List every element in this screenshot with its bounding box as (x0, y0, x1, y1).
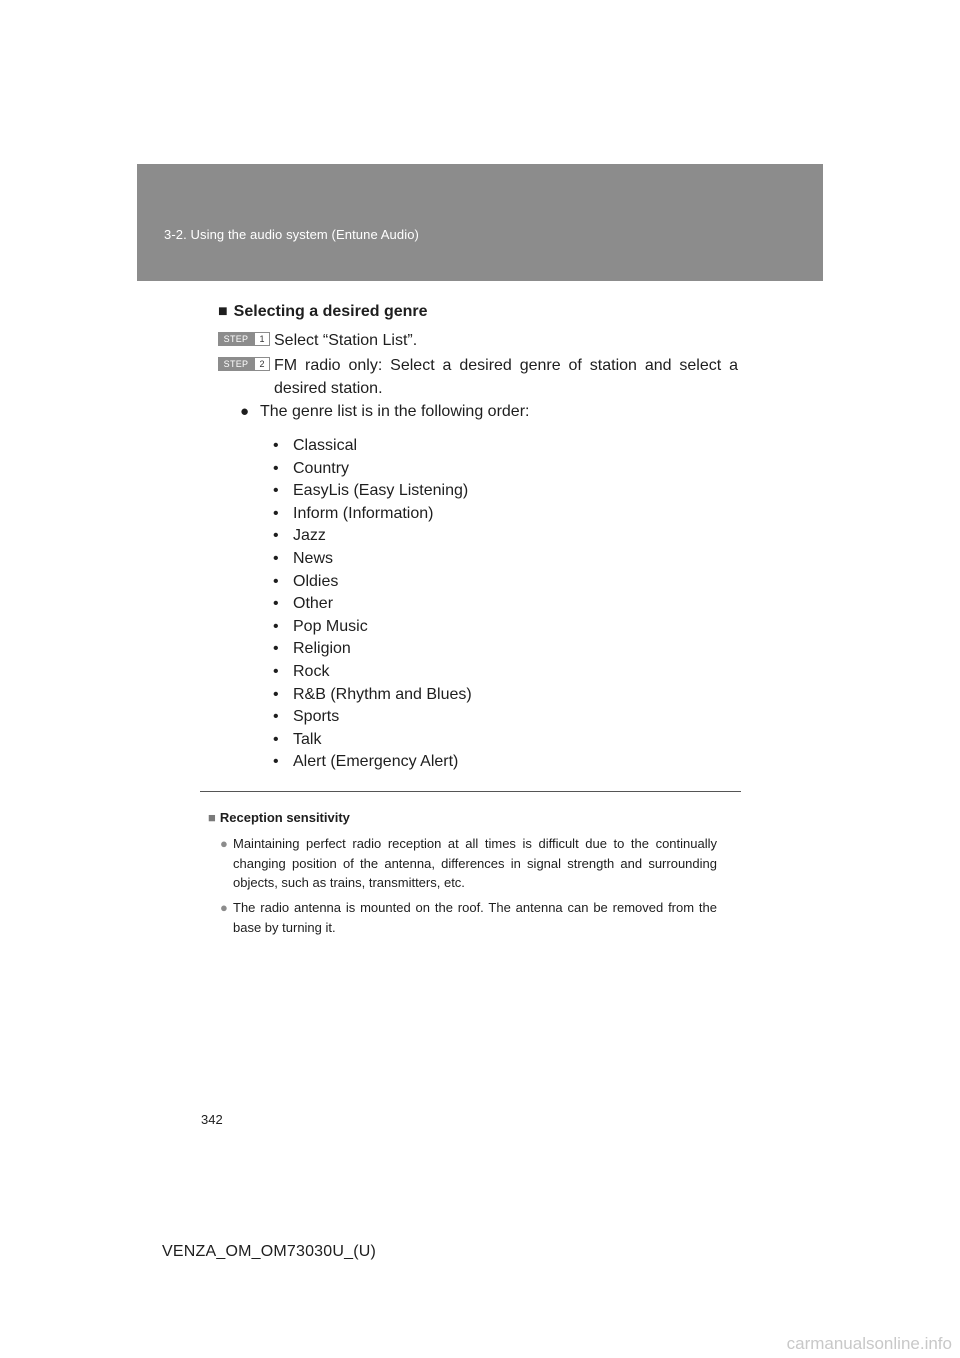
step-label: STEP (218, 332, 254, 346)
genre-item: • Pop Music (273, 617, 368, 635)
section-title-text: Selecting a desired genre (233, 303, 428, 320)
divider (200, 791, 741, 792)
round-bullet-icon: ● (240, 403, 250, 420)
step-badge (218, 332, 270, 346)
breadcrumb: 3-2. Using the audio system (Entune Audio) (164, 227, 419, 242)
step-badge (218, 357, 270, 371)
step-number: 2 (254, 357, 270, 371)
genre-list (273, 435, 472, 774)
square-bullet-icon: ■ (208, 810, 216, 825)
document-code: VENZA_OM_OM73030U_(U) (162, 1243, 377, 1260)
section-title (218, 303, 428, 321)
note-text: The radio antenna is mounted on the roof. The antenna can be removed from the base by turning it. (233, 900, 717, 935)
genre-item: • Religion (273, 640, 351, 658)
genre-item: • R&B (Rhythm and Blues) (273, 685, 472, 703)
genre-item: • Other (273, 595, 334, 613)
note-title (208, 810, 350, 825)
note-text: Maintaining perfect radio reception at all times is difficult due to the continually changing position of the antenna, differences in signal strength and surrounding objects, such as trains, transmitters, etc. (233, 836, 717, 890)
genre-order-text: The genre list is in the following order: (260, 403, 530, 420)
genre-item: • Inform (Information) (273, 504, 434, 522)
genre-item: • Talk (273, 730, 322, 748)
page-number: 342 (201, 1112, 223, 1127)
genre-order-note (240, 403, 529, 421)
step-text: Select “Station List”. (274, 332, 418, 349)
watermark: carmanualsonline.info (786, 1334, 952, 1353)
round-bullet-icon: ● (220, 900, 228, 915)
genre-item: • Oldies (273, 572, 339, 590)
note-title-text: Reception sensitivity (219, 810, 350, 825)
genre-item: • Country (273, 459, 350, 477)
genre-item: • Classical (273, 437, 358, 454)
genre-item: • Rock (273, 662, 330, 680)
genre-item: • EasyLis (Easy Listening) (273, 482, 469, 500)
round-bullet-icon: ● (220, 836, 228, 851)
genre-item: • Sports (273, 708, 340, 726)
step-number: 1 (254, 332, 270, 346)
square-bullet-icon: ■ (218, 303, 228, 320)
genre-item: • Alert (Emergency Alert) (273, 753, 459, 771)
genre-item: • News (273, 549, 334, 567)
genre-item: • Jazz (273, 527, 326, 545)
step-text: FM radio only: Select a desired genre of station and select a desired station. (274, 357, 738, 397)
step-label: STEP (218, 357, 254, 371)
header-band (137, 164, 823, 281)
